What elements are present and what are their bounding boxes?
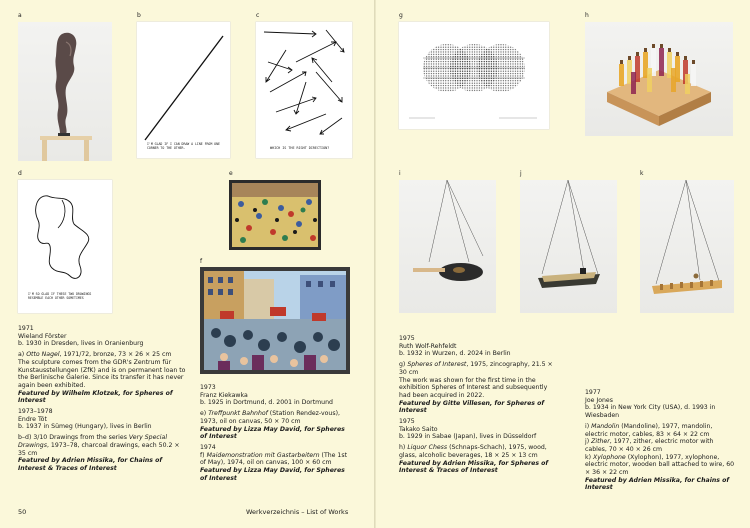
featured-by: Featured by Adrien Missika, for Spheres of Interest & Traces of Interest — [399, 459, 549, 475]
artwork-d-caption: I'M SO GLAD IF THESE TWO DRAWINGS RESEMBLE EACH OTHER SOMETIMES — [28, 292, 92, 300]
artist-name: Endre Tót — [18, 415, 47, 423]
featured-by: Featured by Lizza May David, for Spheres of Interest — [200, 467, 345, 482]
figure-label-h: h — [585, 12, 589, 19]
artist-bio: b. 1932 in Wurzen, d. 2024 in Berlin — [399, 350, 511, 358]
artwork-i-mandolin — [399, 180, 496, 313]
entry-year: 1975 — [399, 418, 415, 426]
figure-label-g: g — [399, 12, 403, 19]
entry-year: 1977 — [585, 389, 601, 396]
figure-label-c: c — [256, 12, 260, 19]
artist-bio: b. 1929 in Sabae (Japan), lives in Düsseldorf — [399, 433, 537, 441]
entry-year: 1971 — [18, 325, 34, 332]
figure-label-j: j — [520, 170, 522, 177]
figure-label-k: k — [640, 170, 644, 177]
artist-name: Joe Jones — [585, 396, 613, 404]
artwork-e-station-painting — [229, 180, 321, 250]
figure-label-d: d — [18, 170, 22, 177]
work-description: e) Treffpunkt Bahnhof (Station Rendez-vous), 1973, oil on canvas, 50 × 70 cm — [200, 410, 340, 425]
work-description: g) Spheres of Interest, 1975, zincography, 21.5 × 30 cm — [399, 361, 553, 376]
featured-by: Featured by Adrien Missika, for Chains of Interest — [585, 476, 730, 492]
entry-kiekawka — [200, 384, 350, 482]
entry-year: 1973 — [200, 384, 216, 391]
artwork-b-line-drawing — [137, 22, 230, 158]
artwork-h-liquor-chess — [585, 22, 733, 136]
entry-year: 1973–1978 — [18, 408, 53, 416]
work-description: b–d) 3/10 Drawings from the series Very Special Drawings, 1973–78, charcoal drawings, each 50.2 × 35 cm — [18, 434, 180, 457]
figure-label-i: i — [399, 170, 401, 177]
work-description: f) Maidemonstration mit Gastarbeitern (The 1st of May), 1974, oil on canvas, 100 × 60 cm — [200, 451, 348, 467]
artist-name: Ruth Wolf-Rehfeldt — [399, 342, 457, 350]
artist-bio: b. 1925 in Dortmund, d. 2001 in Dortmund — [200, 399, 333, 407]
artwork-k-xylophone — [640, 180, 734, 313]
figure-label-e: e — [229, 170, 233, 177]
page-number: 50 — [18, 508, 27, 516]
entry-year: 1975 — [399, 335, 415, 342]
featured-by: Featured by Wilhelm Klotzek, for Spheres of Interest — [18, 389, 173, 405]
artwork-j-zither — [520, 180, 617, 313]
artist-name: Wieland Förster — [18, 332, 67, 340]
work-description: k) Xylophone (Xylophon), 1977, xylophone, electric motor, wooden ball attached to wire, 60 × 36 × 22 cm — [585, 453, 735, 477]
running-title: Werkverzeichnis – List of Works — [246, 508, 349, 516]
figure-label-f: f — [200, 258, 203, 265]
artwork-g-spheres-print — [399, 22, 549, 129]
work-description: h) Liquor Chess (Schnaps-Schach), 1975, wood, glass, alcoholic beverages, 18 × 25 × 13 cm — [399, 444, 547, 459]
figure-label-a: a — [18, 12, 22, 19]
entry-wolf-rehfeldt-saito — [399, 335, 559, 475]
entry-foerster-toth — [18, 325, 186, 473]
artist-name: Franz Kiekawka — [200, 391, 248, 399]
featured-by: Featured by Lizza May David, for Spheres of Interest — [200, 425, 345, 441]
artist-bio: b. 1937 in Sümeg (Hungary), lives in Berlin — [18, 423, 152, 431]
figure-label-b: b — [137, 12, 141, 19]
work-description: i) Mandolin (Mandoline), 1977, mandolin, electric motor, cables, 83 × 64 × 22 cm — [585, 422, 713, 438]
artist-bio: b. 1934 in New York City (USA), d. 1993 in Wiesbaden — [585, 404, 716, 420]
work-description: j) Zither, 1977, zither, electric motor with cables, 70 × 40 × 26 cm — [585, 438, 714, 453]
artist-bio: b. 1930 in Dresden, lives in Oranienburg — [18, 340, 144, 348]
entry-joe-jones — [585, 389, 735, 492]
artist-name: Takako Saito — [399, 425, 438, 433]
work-note: The work was shown for the first time in the exhibition Spheres of Interest and subsequently had been acquired in 2022. — [399, 376, 548, 399]
work-description: a) Otto Nagel, 1971/72, bronze, 73 × 26 × 25 cm — [18, 351, 172, 359]
featured-by: Featured by Adrien Missika, for Chains of Interest & Traces of Interest — [18, 457, 163, 472]
artwork-f-demonstration-painting — [200, 267, 350, 374]
artwork-a-bronze-sculpture — [18, 22, 112, 161]
entry-year: 1974 — [200, 443, 216, 451]
artwork-b-caption: I'M GLAD IF I CAN DRAW A LINE FROM ONE CORNER TO THE OTHER. — [147, 142, 220, 150]
artwork-c-arrows-drawing — [256, 22, 352, 158]
work-note: The sculpture comes from the GDR's Zentrum für Kunstausstellungen (ZfK) and is on permanent loan to the Berlinische Galerie. Since its transfer it has never again been exhibited. — [18, 358, 186, 389]
artwork-d-scribble-drawing — [18, 180, 112, 313]
featured-by: Featured by Gitte Villesen, for Spheres of Interest — [399, 399, 545, 415]
page-gutter — [374, 0, 376, 528]
artwork-c-caption: WHICH IS THE RIGHT DIRECTION? — [270, 146, 330, 150]
